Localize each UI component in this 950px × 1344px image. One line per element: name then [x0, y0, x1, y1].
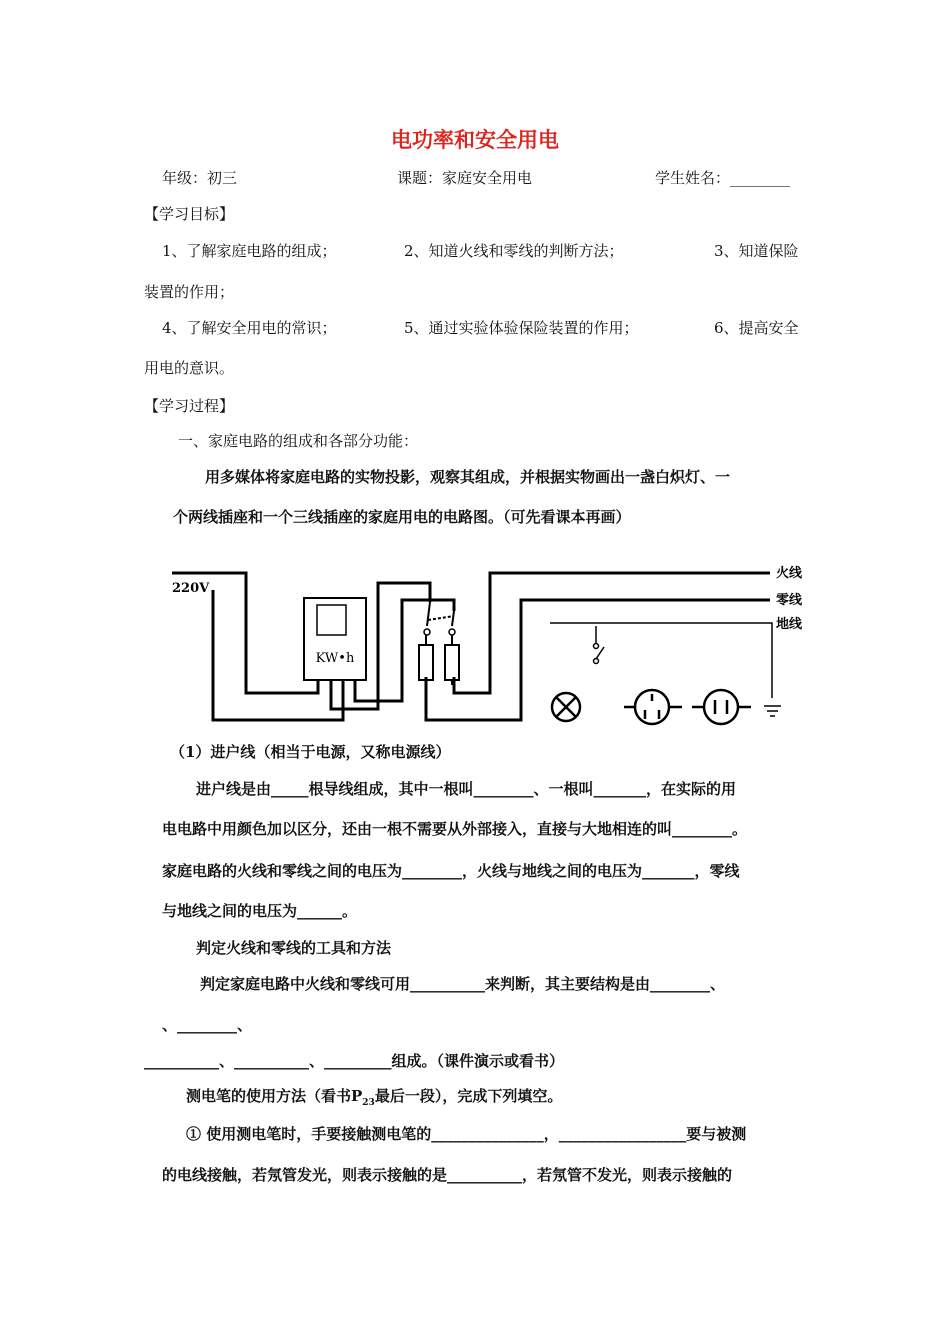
service-line-para-3: 家庭电路的火线和零线之间的电压为________，火线与地线之间的电压为_______，零线 — [162, 862, 740, 880]
double-pole-switch — [427, 602, 454, 626]
voltage-label: 220V — [172, 581, 210, 596]
household-circuit-diagram — [0, 550, 950, 750]
tester-para-2: 、________、 — [162, 1016, 253, 1034]
goal-6-cont: 用电的意识。 — [144, 359, 235, 377]
goal-1: 1、了解家庭电路的组成； — [162, 242, 337, 260]
question-1-line-2: 的电线接触，若氖管发光，则表示接触的是__________，若氖管不发光，则表示接触的 — [162, 1166, 733, 1184]
tester-para-1: 判定家庭电路中火线和零线可用__________来判断，其主要结构是由________、 — [200, 975, 726, 993]
meter-neutral-out-wire — [355, 600, 454, 701]
fuse-right — [445, 645, 459, 680]
goal-5: 5、通过实验体验保险装置的作用； — [404, 319, 639, 337]
tester-para-3: __________、__________、_________组成。（课件演示或看书） — [144, 1052, 565, 1070]
service-line-heading: （1）进户线（相当于电源，又称电源线） — [170, 743, 451, 761]
page-ref-subscript: 23 — [362, 1098, 375, 1108]
switch-contact-left — [424, 629, 430, 635]
intro-line-2: 个两线插座和一个三线插座的家庭用电的电路图。（可先看课本再画） — [173, 508, 631, 526]
ground-line — [550, 623, 772, 698]
process-heading: 【学习过程】 — [144, 397, 235, 415]
meter-unit-label: KW•h — [315, 651, 355, 666]
three-pin-socket-icon — [624, 690, 682, 724]
goal-6: 6、提高安全 — [714, 319, 799, 337]
lamp-icon — [552, 693, 580, 721]
intro-line-1: 用多媒体将家庭电路的实物投影，观察其组成，并根据实物画出一盏白炽灯、一 — [205, 468, 731, 486]
service-line-para-4: 与地线之间的电压为______。 — [162, 902, 358, 920]
goal-3: 3、知道保险 — [714, 242, 799, 260]
goal-2: 2、知道火线和零线的判断方法； — [404, 242, 624, 260]
two-pin-socket-icon — [692, 690, 751, 724]
ground-symbol-icon — [764, 706, 781, 716]
tester-usage-pre: 测电笔的使用方法（看书P — [186, 1087, 363, 1105]
service-line-para-1: 进户线是由_____根导线组成，其中一根叫________、一根叫_______，在实际的用 — [196, 780, 737, 798]
live-wire-label: 火线 — [776, 566, 803, 581]
goal-3-cont: 装置的作用； — [144, 283, 235, 301]
fuse-left — [419, 645, 433, 680]
tester-usage-post: 最后一段），完成下列填空。 — [374, 1087, 563, 1105]
goal-4: 4、了解安全用电的常识； — [162, 319, 337, 337]
grade-label: 年级：初三 — [162, 169, 238, 187]
student-name-field: 学生姓名：________ — [655, 169, 791, 187]
tester-usage-line — [186, 1085, 562, 1108]
tester-heading: 判定火线和零线的工具和方法 — [196, 939, 392, 957]
page-title: 电功率和安全用电 — [391, 128, 559, 152]
wall-switch-icon — [594, 626, 605, 664]
live-line — [454, 573, 770, 693]
ground-wire-label: 地线 — [776, 617, 803, 632]
section-1-heading: 一、家庭电路的组成和各部分功能： — [178, 432, 419, 450]
kwh-meter — [304, 598, 366, 680]
service-line-para-2: 电电路中用颜色加以区分，还由一根不需要从外部接入，直接与大地相连的叫________。 — [162, 820, 748, 838]
neutral-wire-label: 零线 — [776, 593, 803, 608]
question-1-line-1: ① 使用测电笔时，手要接触测电笔的_______________，_________________要与被测 — [186, 1125, 747, 1143]
topic-label: 课题：家庭安全用电 — [397, 169, 533, 187]
goals-heading: 【学习目标】 — [144, 205, 235, 223]
switch-contact-right — [449, 629, 455, 635]
